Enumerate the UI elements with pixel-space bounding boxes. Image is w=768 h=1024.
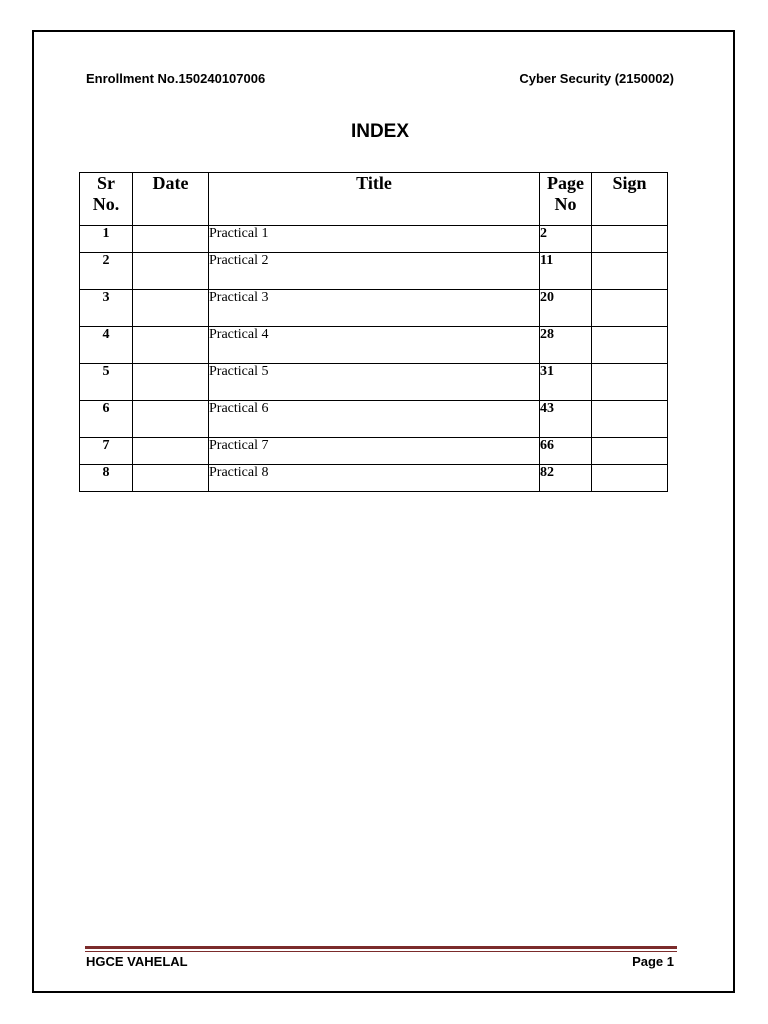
row-title: Practical 7: [209, 438, 540, 465]
row-page: 11: [540, 253, 592, 290]
row-date: [133, 364, 209, 401]
table-row: [80, 401, 668, 438]
row-sr: 7: [80, 438, 133, 465]
table-header-row: [80, 173, 668, 226]
row-page: 20: [540, 290, 592, 327]
footer-rule-thin: [85, 951, 677, 952]
row-sr: 1: [80, 226, 133, 253]
row-page: 43: [540, 401, 592, 438]
row-date: [133, 401, 209, 438]
row-sign: [592, 401, 668, 438]
header-page-no: Page No: [540, 173, 592, 226]
row-title: Practical 8: [209, 465, 540, 492]
row-title: Practical 5: [209, 364, 540, 401]
page-title: INDEX: [350, 121, 410, 142]
table-row: [80, 364, 668, 401]
row-date: [133, 465, 209, 492]
row-sr: 4: [80, 327, 133, 364]
row-sr: 8: [80, 465, 133, 492]
row-title: Practical 3: [209, 290, 540, 327]
index-table: [79, 172, 668, 492]
row-page: 28: [540, 327, 592, 364]
row-sign: [592, 226, 668, 253]
header-date: Date: [133, 173, 209, 226]
row-title: Practical 4: [209, 327, 540, 364]
row-sign: [592, 438, 668, 465]
page-number: Page 1: [632, 954, 674, 969]
row-title: Practical 2: [209, 253, 540, 290]
course-name: Cyber Security (2150002): [519, 71, 674, 86]
footer-rule: [85, 946, 677, 949]
table-row: [80, 438, 668, 465]
row-title: Practical 6: [209, 401, 540, 438]
table-row: [80, 290, 668, 327]
row-sign: [592, 290, 668, 327]
row-title: Practical 1: [209, 226, 540, 253]
row-sign: [592, 465, 668, 492]
row-date: [133, 327, 209, 364]
row-date: [133, 290, 209, 327]
row-sr: 5: [80, 364, 133, 401]
row-page: 2: [540, 226, 592, 253]
enrollment-number: Enrollment No.150240107006: [86, 71, 266, 86]
row-page: 66: [540, 438, 592, 465]
row-sr: 6: [80, 401, 133, 438]
row-sign: [592, 364, 668, 401]
college-name: HGCE VAHELAL: [86, 954, 188, 969]
row-sr: 3: [80, 290, 133, 327]
row-date: [133, 253, 209, 290]
header-sr-no: Sr No.: [80, 173, 133, 226]
row-sign: [592, 253, 668, 290]
header-sign: Sign: [592, 173, 668, 226]
row-date: [133, 438, 209, 465]
table-row: [80, 327, 668, 364]
row-page: 82: [540, 465, 592, 492]
row-page: 31: [540, 364, 592, 401]
row-sr: 2: [80, 253, 133, 290]
table-row: [80, 253, 668, 290]
header-title: Title: [209, 173, 540, 226]
row-date: [133, 226, 209, 253]
table-row: [80, 226, 668, 253]
table-row: [80, 465, 668, 492]
row-sign: [592, 327, 668, 364]
